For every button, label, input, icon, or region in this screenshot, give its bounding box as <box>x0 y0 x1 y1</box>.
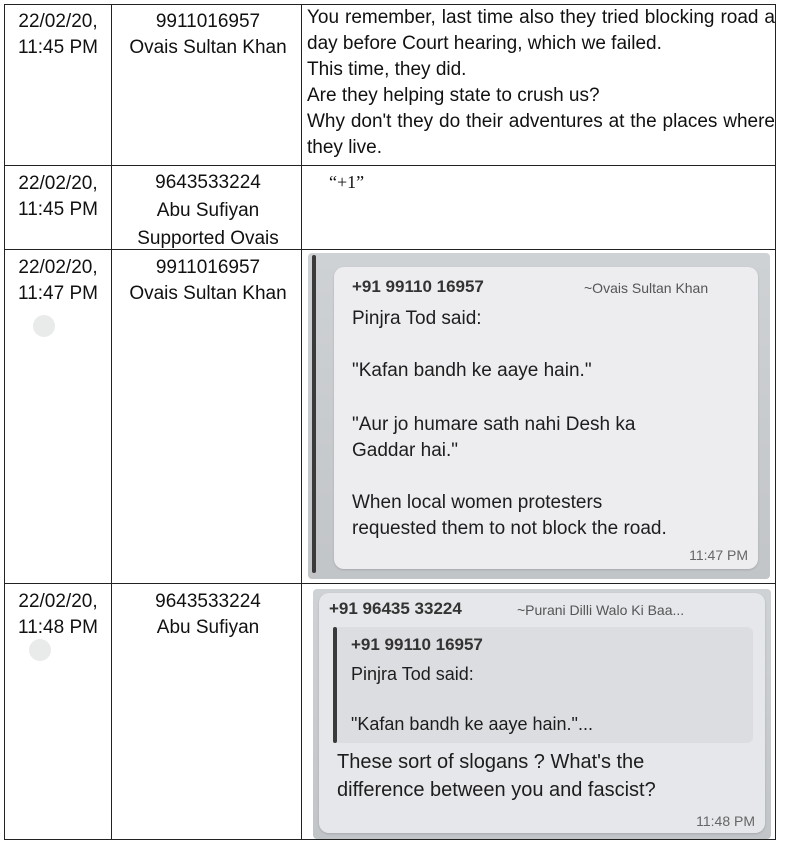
date-text: 22/02/20, <box>18 257 98 278</box>
reply-text: Pinjra Tod said: <box>351 664 474 684</box>
phone-number: 9911016957 <box>155 11 261 32</box>
bubble-text: Gaddar hai." <box>352 440 459 461</box>
bubble-time: 11:48 PM <box>696 813 755 829</box>
table-row-date <box>5 171 111 223</box>
time-text: 11:47 PM <box>18 283 98 304</box>
bubble-text: difference between you and fascist? <box>337 779 656 801</box>
bubble-text: Pinjra Tod said: <box>352 308 482 329</box>
whatsapp-screenshot <box>313 589 771 839</box>
column-divider <box>111 5 112 839</box>
bubble-text: When local women protesters <box>352 492 603 513</box>
table-row-sender <box>113 255 303 307</box>
phone-number: 9911016957 <box>155 257 261 278</box>
scan-mark <box>29 639 51 661</box>
bubble-time: 11:47 PM <box>689 547 748 563</box>
time-text: 11:45 PM <box>18 199 98 220</box>
time-text: 11:45 PM <box>18 37 98 58</box>
table-row-sender <box>113 9 303 61</box>
bubble-text: These sort of slogans ? What's the <box>337 751 645 773</box>
message-line: Why don't they do their adventures at the places where they live. <box>307 111 775 158</box>
bubble-text: "Aur jo humare sath nahi Desh ka <box>352 414 636 435</box>
sender-name: Ovais Sultan Khan <box>129 283 287 304</box>
row-divider <box>5 165 775 166</box>
message-bubble <box>319 593 765 833</box>
column-divider <box>301 5 302 839</box>
reply-phone: +91 99110 16957 <box>351 635 483 654</box>
table-row-sender <box>113 169 303 253</box>
date-text: 22/02/20, <box>18 591 98 612</box>
reply-bar <box>333 627 337 743</box>
scan-mark <box>33 315 55 337</box>
bubble-phone: +91 96435 33224 <box>329 599 462 618</box>
time-text: 11:48 PM <box>18 617 98 638</box>
table-row-sender <box>113 589 303 641</box>
quote-text: “+1” <box>329 172 365 192</box>
bubble-text: requested them to not block the road. <box>352 518 667 539</box>
whatsapp-screenshot <box>308 253 770 579</box>
bubble-phone: +91 99110 16957 <box>352 277 484 296</box>
reply-preview <box>333 627 753 743</box>
date-text: 22/02/20, <box>18 173 98 194</box>
row-divider <box>5 583 775 584</box>
message-line: Are they helping state to crush us? <box>307 85 600 106</box>
phone-number: 9643533224 <box>155 591 261 612</box>
table-row-date <box>5 9 111 61</box>
reply-text: "Kafan bandh ke aaye hain."... <box>351 714 593 734</box>
table-row-message <box>307 5 775 161</box>
bubble-alias: ~Purani Dilli Walo Ki Baa... <box>517 602 685 618</box>
sender-note: Supported Ovais <box>137 228 279 249</box>
sender-name: Ovais Sultan Khan <box>129 37 287 58</box>
message-line: You remember, last time also they tried blocking road a day before Court hearing, which we failed. <box>307 7 775 54</box>
date-text: 22/02/20, <box>18 11 98 32</box>
table-row-message <box>307 169 775 195</box>
message-bubble <box>334 267 758 569</box>
table-row-date <box>5 589 111 641</box>
table-row-date <box>5 255 111 307</box>
sender-name: Abu Sufiyan <box>156 617 260 638</box>
chat-log-table <box>4 4 776 840</box>
sender-name: Abu Sufiyan <box>156 200 260 221</box>
phone-number: 9643533224 <box>155 172 261 193</box>
bubble-text: "Kafan bandh ke aaye hain." <box>352 360 592 381</box>
message-line: This time, they did. <box>307 59 467 80</box>
bubble-alias: ~Ovais Sultan Khan <box>584 280 709 296</box>
screenshot-edge <box>312 255 316 573</box>
